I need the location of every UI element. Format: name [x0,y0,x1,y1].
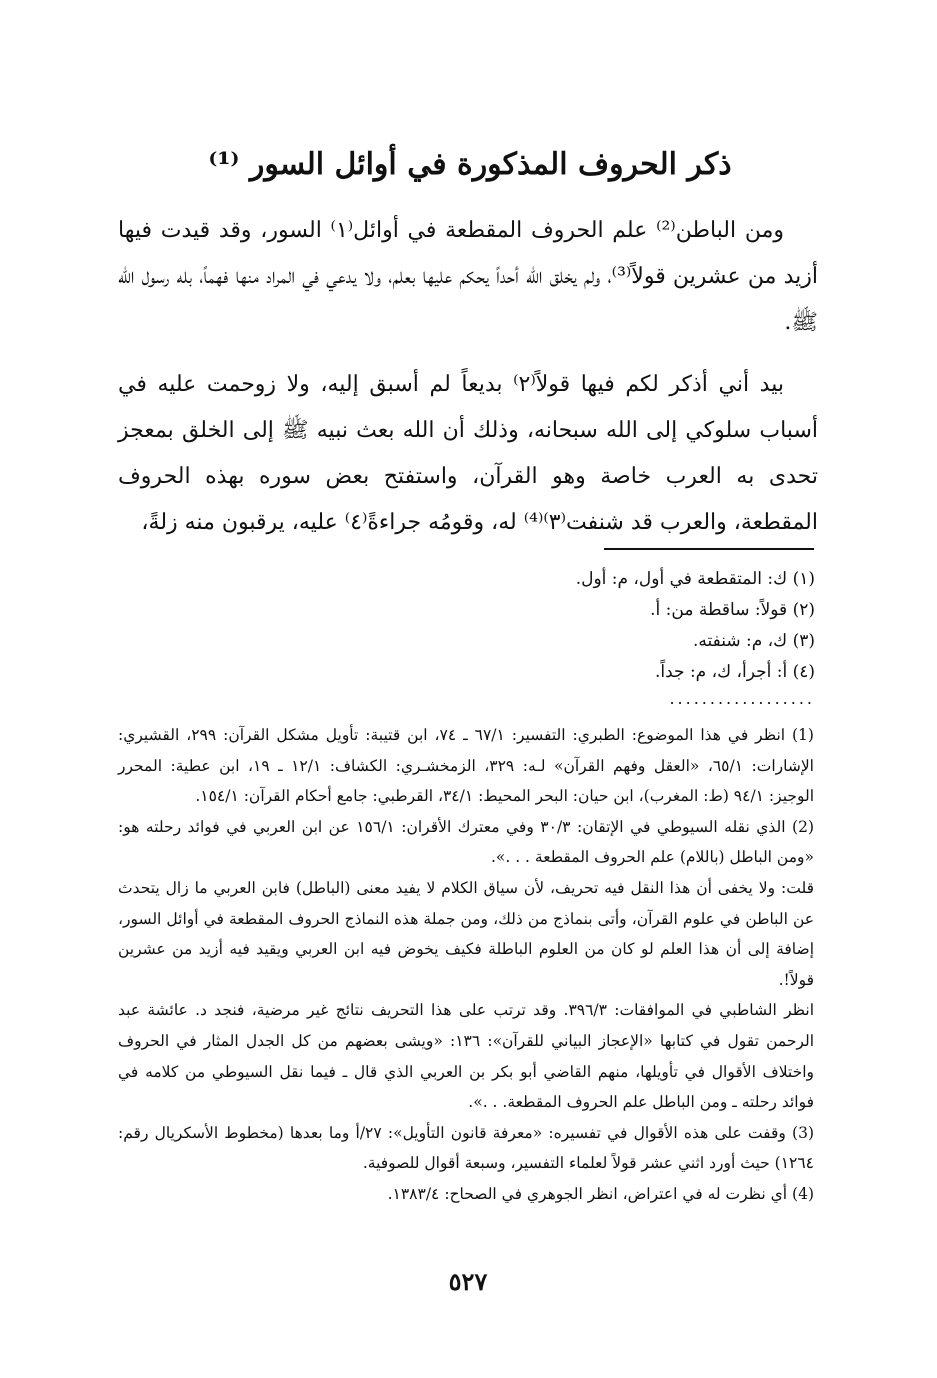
footnote-3: (3) وقفت على هذه الأقوال في تفسيره: «معرفة قانون التأويل»: ٢٧/أ وما بعدها (مخطوط الأسكريال رقم: ١٢٦٤) حيث أورد اثني عشر قولاً لعلماء التفسير، وسبعة أقوال للصوفية. [118,1123,815,1173]
body-paragraph-2: بيد أني أذكر لكم فيها قولاً⁽٢⁾ بديعاً لم أسبق إليه، ولا زوحمت عليه في أسباب سلوكي إلى الله سبحانه، وذلك أن الله بعث نبيه ﷺ إلى الخلق بمعجز تحدى به العرب خاصة وهو القرآن، واستفتح بعض سوره بهذه الحروف المقطعة، والعرب قد شنفت⁽٣⁾⁽⁴⁾ له، وقومُه جراءةً⁽٤⁾ عليه، يرقبون منه زلةً، [118,372,818,535]
main-text [118,208,818,546]
footnote-2: (2) الذي نقله السيوطي في الإتقان: ٣٠/٣ وفي معترك الأقران: ١٥٦/١ عن ابن العربي في فوائد رحلته هو: «ومن الباطل (باللام) علم الحروف المقطعة . . .». [118,817,815,867]
variant-note-4: (٤) أ: أجرأ، ك، م: جداً. [654,662,815,682]
footnote-2-continuation: انظر الشاطبي في الموافقات: ٣٩٦/٣. وقد ترتب على هذا التحريف نتائج غير مرضية، فنجد د. عائشة عبد الرحمن تقول في كتابها «الإعجاز البياني للقرآن»: ١٣٦: «ويشى بعضهم من كل الجدل المثار في الحروف واختلاف الأقوال في تأويلها، منهم القاضي أبو بكر بن العربي الذي قال ـ فيما نقل السيوطي من كلامه في فوائد رحلته ـ ومن الباطل علم الحروف المقطعة. . .». [118,1001,814,1112]
section-title: ذكر الحروف المذكورة في أوائل السور ⁽¹⁾ [208,147,732,182]
variant-note-2: (٢) قولاً: ساقطة من: أ. [650,600,815,620]
footnote-2-comment: قلت: ولا يخفى أن هذا النقل فيه تحريف، لأن سياق الكلام لا يفيد معنى (الباطل) فابن العربي ما زال يتحدث عن الباطن في علوم القرآن، وأتى بنماذج من ذلك، ومن جملة هذه النماذج الحروف المقطعة في أوائل السور، إضافة إلى أن هذا العلم لو كان من العلوم الباطلة فكيف يخوض فيه ابن العربي ويقيد فيه أزيد من عشرين قولاً!. [118,878,814,989]
body-paragraph-1: ومن الباطن⁽²⁾ علم الحروف المقطعة في أوائل⁽١⁾ السور، وقد قيدت فيها أزيد من عشرين قولاً⁽³⁾، ولم يخلق اللّه أحداً يحكم عليها بعلم، ولا يدعي في المراد منها فهماً، بله رسول الله ﷺ. [118,218,818,335]
editor-footnotes [118,720,814,1210]
footnote-1: (1) انظر في هذا الموضوع: الطبري: التفسير: ٦٧/١ ـ ٧٤، ابن قتيبة: تأويل مشكل القرآن: ٢٩٩، القشيري: الإشارات: ٦٥/١، «العقل وفهم القرآن» لـه: ٣٢٩، الزمخشـري: الكشاف: ١٢/١ ـ ١٩، ابن عطية: المحرر الوجيز: ٩٤/١ (ط: المغرب)، ابن حيان: البحر المحيط: ٣٤/١، القرطبي: جامع أحكام القرآن: ١٥٤/١. [118,726,814,806]
variant-note-3: (٣) ك، م: شنفته. [693,631,815,651]
footnote-4: (4) أي نظرت له في اعتراض، انظر الجوهري في الصحاح: ١٣٨٣/٤. [387,1184,814,1203]
manuscript-variants-list [300,564,815,688]
page-number: ٥٢٧ [448,1267,488,1296]
variant-note-1: (١) ك: المتقطعة في أول، م: أول. [575,569,815,589]
dotted-separator: .................. [669,689,815,708]
footnote-separator [604,548,814,550]
